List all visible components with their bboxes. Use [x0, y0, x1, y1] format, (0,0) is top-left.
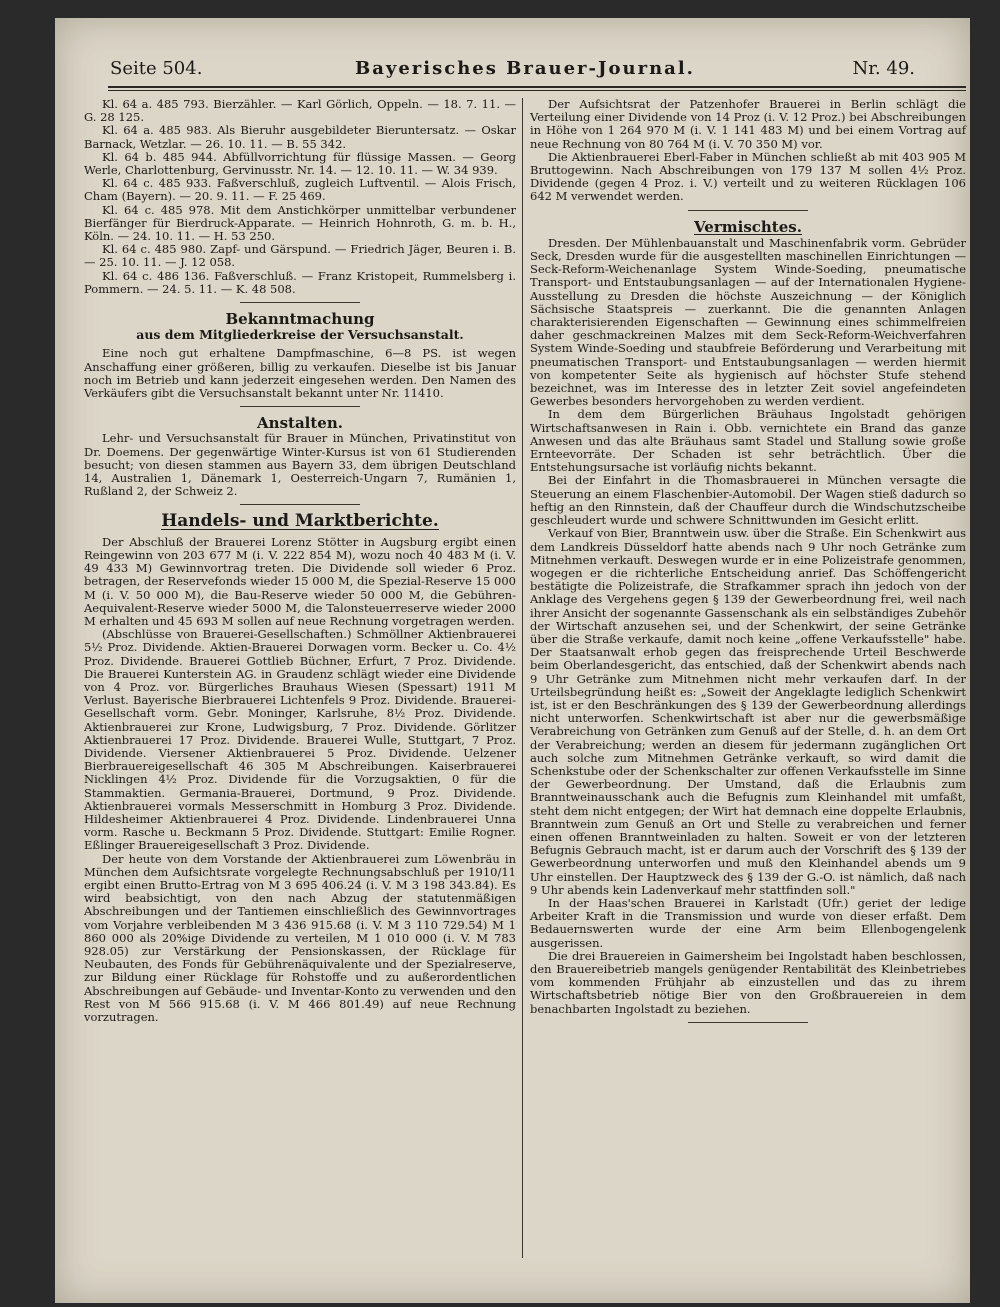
- handel-heading: Handels- und Marktberichte.: [161, 511, 439, 532]
- patent-entry: Kl. 64 c. 486 136. Faßverschluß. — Franz Kristopeit, Rummelsberg i. Pommern. — 24. 5. 11. — K. 48 508.: [84, 268, 516, 296]
- anstalten-heading: Anstalten.: [257, 414, 343, 433]
- handel-paragraph: Der heute von dem Vorstande der Aktienbrauerei zum Löwenbräu in München dem Aufsichtsrate vorgelegte Rechnungsabschluß per 1910/11 ergibt einen Brutto-Ertrag von M 3 695 406.24 (i. V. M 3 198 343.84). Es wird beabsichtigt, von den nach Abzug der statutenmäßigen Abschreibungen und der Tantiemen einschließlich des Gewinnvortrages vom Vorjahre verbleibenden M 3 436 915.68 (i. V. M 3 110 729.54) M 1 860 000 als 20%ige Dividende zu verteilen, M 1 010 000 (i. V. M 783 928.05) zur Verstärkung der Pensionskassen, der Rücklage für Neubauten, des Fonds für Gebührenäquivalente und der Spezialreserve, zur Bildung einer Rücklage für Rohstoffe und zu außerordentlichen Abschreibungen auf Gebäude- und Inventar-Konto zu verwenden und den Rest von M 566 915.68 (i. V. M 466 801.49) auf neue Rechnung vorzutragen.: [84, 851, 516, 1024]
- news-paragraph: Bei der Einfahrt in die Thomasbrauerei in München versagte die Steuerung an einem Flaschenbier-Automobil. Der Wagen stieß dadurch so heftig an den Rinnstein, daß der Chauffeur durch die Windschutzscheibe geschleudert wurde und schwere Schnittwunden im Gesicht erlitt.: [530, 473, 966, 528]
- patent-entry: Kl. 64 c. 485 980. Zapf- und Gärspund. — Friedrich Jäger, Beuren i. B. — 25. 10. 11. — J. 12 058.: [84, 242, 516, 270]
- section-rule: [240, 302, 360, 303]
- bekanntmachung-subheading: aus dem Mitgliederkreise der Versuchsanstalt.: [136, 327, 464, 343]
- handel-paragraph: (Abschlüsse von Brauerei-Gesellschaften.) Schmöllner Aktienbrauerei 5½ Proz. Dividende. Aktien-Brauerei Dorwagen vorm. Becker u. Co. 4½ Proz. Dividende. Brauerei Gottlieb Büchner, Erfurt, 7 Proz. Dividende. Die Brauerei Kunterstein AG. in Graudenz schlägt wieder eine Dividende von 4 Proz. vor. Bürgerliches Brauhaus Wiesen (Spessart) 1911 M Verlust. Bayerische Bierbrauerei Lichtenfels 9 Proz. Dividende. Brauerei-Gesellschaft vorm. Gebr. Moninger, Karlsruhe, 8½ Proz. Dividende. Aktienbrauerei zur Krone, Ludwigsburg, 7 Proz. Dividende. Görlitzer Aktienbrauerei 17 Proz. Dividende. Brauerei Wulle, Stuttgart, 7 Proz. Dividende. Viersener Aktienbrauerei 5 Proz. Dividende. Uelzener Bierbrauereigesellschaft 46 305 M Abschreibungen. Kaiserbrauerei Nicklingen 4½ Proz. Dividende für die Vorzugsaktien, 0 für die Stammaktien. Germania-Brauerei, Dortmund, 9 Proz. Dividende. Aktienbrauerei vormals Messerschmitt in Homburg 3 Proz. Dividende. Hildesheimer Aktienbrauerei 4 Proz. Dividende. Lindenbrauerei Unna vorm. Rasche u. Beckmann 5 Proz. Dividende. Stuttgart: Emilie Rogner. Eßlinger Brauereigesellschaft 3 Proz. Dividende.: [84, 627, 516, 853]
- news-paragraph: Verkauf von Bier, Branntwein usw. über die Straße. Ein Schenkwirt aus dem Landkreis Düsseldorf hatte abends nach 9 Uhr noch Getränke zum Mitnehmen verkauft. Deswegen wurde er in eine Polizeistrafe genommen, wogegen er die richterliche Entscheidung anrief. Das Schöffengericht bestätigte die Polizeistrafe, die Strafkammer sprach ihn jedoch von der Anklage des Vergehens gegen § 139 der Gewerbeordnung frei, weil nach ihrer Ansicht der sogenannte Gassenschank als ein selbständiges Zubehör der Wirtschaft anzusehen sei, und der Schenkwirt, der seine Getränke über die Straße verkaufe, damit noch keine „offene Verkaufsstelle" habe. Der Staatsanwalt erhob gegen das freisprechende Urteil Beschwerde beim Oberlandesgericht, das entschied, daß der Schenkwirt abends nach 9 Uhr Getränke zum Mitnehmen nicht mehr verkaufen darf. In der Urteilsbegründung heißt es: „Soweit der Angeklagte lediglich Schenkwirt ist, ist er den Beschränkungen des § 139 der Gewerbeordnung allerdings nicht unterworfen. Schenkwirtschaft ist aber nur die gewerbsmäßige Verabreichung von Getränken zum Genuß auf der Stelle, d. h. an dem Ort der Verabreichung; werden an diesem für jedermann zugänglichen Ort auch solche zum Mitnehmen Getränke verkauft, so wird damit die Schenkstube oder der Schenkschalter zur offenen Verkaufsstelle im Sinne der Gewerbeordnung. Der Umstand, daß die Erlaubnis zum Branntweinausschank auch die Befugnis zum Kleinhandel mit umfaßt, steht dem nicht entgegen; der Wirt hat demnach eine doppelte Erlaubnis, Branntwein zum Genuß an Ort und Stelle zu verabreichen und ferner einen offenen Branntweinladen zu halten. Soweit er von der letzteren Befugnis Gebrauch macht, ist er darum auch der Vorschrift des § 139 der Gewerbeordnung unterworfen und muß den Kleinhandel abends um 9 Uhr einstellen. Der Hauptzweck des § 139 der G.-O. ist nämlich, daß nach 9 Uhr abends kein Ladenverkauf mehr stattfinden soll.": [530, 526, 966, 897]
- header-rule: [108, 86, 966, 88]
- section-rule: [240, 504, 360, 505]
- news-paragraph: Die drei Brauereien in Gaimersheim bei Ingolstadt haben beschlossen, den Brauereibetrieb mangels genügender Rentabilität des Kleinbetriebes vom kommenden Frühjahr ab einzustellen und das zu ihrem Wirtschaftsbetrieb nötige Bier von den Großbrauereien in dem benachbarten Ingolstadt zu beziehen.: [530, 948, 966, 1016]
- section-rule: [240, 406, 360, 407]
- patent-entry: Kl. 64 c. 485 978. Mit dem Anstichkörper unmittelbar verbundener Bierfänger für Bierdruck-Apparate. — Heinrich Hohnroth, G. m. b. H., Köln. — 24. 10. 11. — H. 53 250.: [84, 202, 516, 244]
- patent-entry: Kl. 64 a. 485 793. Bierzähler. — Karl Görlich, Oppeln. — 18. 7. 11. — G. 28 125.: [84, 97, 516, 125]
- page-number: Seite 504.: [110, 58, 203, 79]
- section-rule: [688, 1022, 808, 1023]
- patent-entry: Kl. 64 b. 485 944. Abfüllvorrichtung für flüssige Massen. — Georg Werle, Charlottenburg, Gervinusstr. Nr. 14. — 12. 10. 11. — W. 34 939.: [84, 149, 516, 178]
- handel-paragraph: Der Aufsichtsrat der Patzenhofer Brauerei in Berlin schlägt die Verteilung einer Dividende von 14 Proz (i. V. 12 Proz.) bei Abschreibungen in Höhe von 1 264 970 M (i. V. 1 141 483 M) und bei einem Vortrag auf neue Rechnung von 80 764 M (i. V. 70 350 M) vor.: [530, 97, 966, 151]
- header-rule-thin: [108, 90, 966, 91]
- page-header: [55, 58, 960, 84]
- journal-title: Bayerisches Brauer-Journal.: [355, 58, 695, 79]
- vermischtes-heading: Vermischtes.: [694, 217, 802, 236]
- news-paragraph: In dem dem Bürgerlichen Bräuhaus Ingolstadt gehörigen Wirtschaftsanwesen in Rain i. Obb. vernichtete ein Brand das ganze Anwesen und das alte Bräuhaus samt Stadel und Stallung sowie große Ernteevorräte. Der Schaden ist sehr beträchtlich. Über die Entstehungsursache ist vorläufig nichts bekannt.: [530, 407, 966, 475]
- handel-paragraph: Der Abschluß der Brauerei Lorenz Stötter in Augsburg ergibt einen Reingewinn von 203 677 M (i. V. 222 854 M), wozu noch 40 483 M (i. V. 49 433 M) Gewinnvortrag treten. Die Dividende soll wieder 6 Proz. betragen, der Reservefonds wieder 15 000 M, die Spezial-Reserve 15 000 M (i. V. 50 000 M), die Bau-Reserve wieder 50 000 M, die Gebühren-Aequivalent-Reserve wieder 5000 M, die Talonsteuerreserve wieder 2000 M erhalten und 45 693 M sollen auf neue Rechnung vorgetragen werden.: [84, 534, 516, 628]
- handel-paragraph: Die Aktienbrauerei Eberl-Faber in München schließt ab mit 403 905 M Bruttogewinn. Nach Abschreibungen von 179 137 M sollen 4½ Proz. Dividende (gegen 4 Proz. i. V.) verteilt und zu weiteren Rücklagen 106 642 M verwendet werden.: [530, 149, 966, 204]
- news-paragraph: In der Haas'schen Brauerei in Karlstadt (Ufr.) geriet der ledige Arbeiter Kraft in die Transmission und wurde von dieser erfaßt. Dem Bedauernswerten wurde der eine Arm beim Ellenbogengelenk ausgerissen.: [530, 895, 966, 950]
- issue-number: Nr. 49.: [852, 58, 915, 79]
- patent-entry: Kl. 64 a. 485 983. Als Bieruhr ausgebildeter Bieruntersatz. — Oskar Barnack, Wetzlar. — 26. 10. 11. — B. 55 342.: [84, 123, 516, 151]
- news-paragraph: Dresden. Der Mühlenbauanstalt und Maschinenfabrik vorm. Gebrüder Seck, Dresden wurde für die ausgestellten maschinellen Einrichtungen — Seck-Reform-Weichenanlage System Winde-Soeding, pneumatische Transport- und Entstaubungsanlagen — auf der Internationalen Hygiene-Ausstellung zu Dresden die höchste Auszeichnung — der Königlich Sächsische Staatspreis — zuerkannt. Die die genannten Anlagen charakterisierenden Eigenschaften — Gewinnung eines schimmelfreien daher geschmackreinen Malzes mit dem Seck-Reform-Weichverfahren System Winde-Soeding und staubfreie Beförderung und Verarbeitung mit pneumatischen Transport- und Entstaubungsanlagen — werden hiermit von kompetenter Seite als hygienisch auf höchster Stufe stehend bezeichnet, was im Interesse des in letzter Zeit soviel angefeindeten Gewerbes besonders hervorgehoben zu werden verdient.: [530, 235, 966, 409]
- right-column: [530, 98, 966, 1029]
- patent-entry: Kl. 64 c. 485 933. Faßverschluß, zugleich Luftventil. — Alois Frisch, Cham (Bayern). — 20. 9. 11. — F. 25 469.: [84, 176, 516, 204]
- bekanntmachung-heading: Bekanntmachung: [225, 310, 375, 329]
- bekanntmachung-text: Eine noch gut erhaltene Dampfmaschine, 6—8 PS. ist wegen Anschaffung einer größeren, billig zu verkaufen. Dieselbe ist bis Januar noch im Betrieb und kann jederzeit eingesehen werden. Den Namen des Verkäufers gibt die Versuchsanstalt bekannt unter Nr. 11410.: [84, 346, 516, 401]
- left-column: [84, 98, 516, 1024]
- anstalten-text: Lehr- und Versuchsanstalt für Brauer in München, Privatinstitut von Dr. Doemens. Der gegenwärtige Winter-Kursus ist von 61 Studierenden besucht; von diesen stammen aus Bayern 33, dem übrigen Deutschland 14, Australien 1, Dänemark 1, Oesterreich-Ungarn 7, Rumänien 1, Rußland 2, der Schweiz 2.: [84, 431, 516, 499]
- section-rule: [688, 210, 808, 211]
- column-separator: [522, 98, 523, 1258]
